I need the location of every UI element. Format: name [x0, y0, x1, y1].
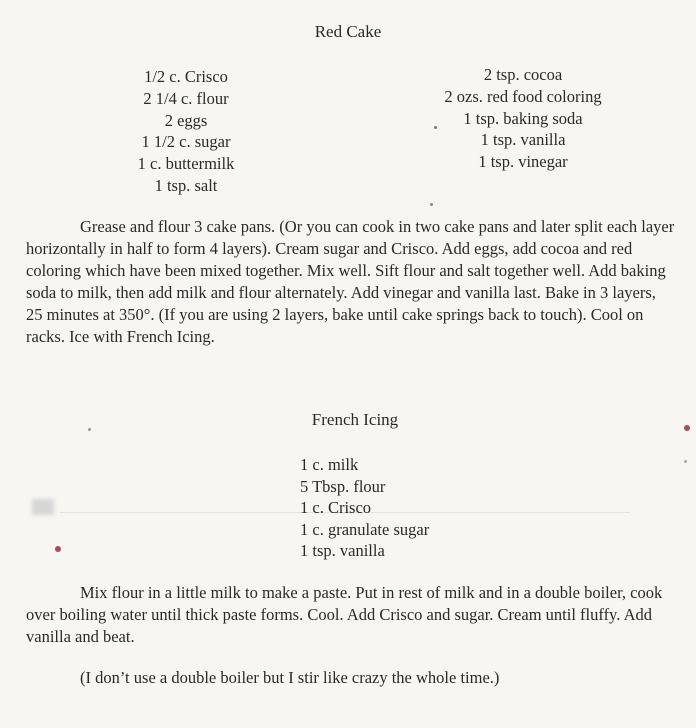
cake-directions: Grease and flour 3 cake pans. (Or you can cook in two cake pans and later split each layer horizontally in half to form 4 layers). Cream sugar and Crisco. Add eggs, add cocoa and red coloring which have been mixed together. Mix well. Sift flour and salt together well. Add baking soda to milk, then add milk and flour alternately. Add vinegar and vanilla last. Bake in 3 layers, 25 minutes at 350°. (If you are using 2 layers, bake until cake springs back to touch). Cool on racks. Ice with French Icing. [26, 217, 675, 346]
recipe-title: Red Cake [314, 22, 382, 41]
icing-ingredients [300, 454, 500, 562]
ingredient-item: 1/2 c. Crisco [144, 67, 228, 86]
icing-directions: Mix flour in a little milk to make a paste. Put in rest of milk and in a double boiler, cook over boiling water until thick paste forms. Cool. Add Crisco and sugar. Cream until fluffy. Add vanilla and beat. [26, 583, 663, 646]
ingredient-item: 2 tsp. cocoa [483, 65, 563, 84]
ingredient-item: 1 tsp. salt [154, 175, 218, 195]
scan-speck [434, 126, 437, 129]
ingredient-item: 1 c. granulate sugar [300, 519, 430, 539]
ingredients-left-column [100, 66, 272, 197]
scan-smudge [32, 499, 54, 515]
ingredient-item: 2 eggs [164, 110, 208, 130]
icing-title: French Icing [311, 410, 399, 429]
ingredient-item: 1 c. Crisco [300, 498, 372, 518]
scan-speck [684, 460, 687, 463]
icing-note: (I don’t use a double boiler but I stir like crazy the whole time.) [80, 668, 500, 687]
scan-speck [88, 428, 91, 431]
scan-speck [430, 203, 433, 206]
ingredient-item: 2 ozs. red food coloring [444, 86, 602, 106]
scan-fold-line [60, 512, 630, 513]
scan-speck [684, 425, 690, 431]
ingredient-item: 1 tsp. vinegar [478, 152, 568, 172]
ingredient-item: 1 tsp. baking soda [463, 108, 583, 128]
ingredients-right-column [418, 64, 628, 173]
scan-speck [55, 546, 61, 552]
ingredient-item: 1 tsp. vanilla [300, 541, 385, 561]
ingredient-item: 2 1/4 c. flour [143, 88, 229, 108]
ingredient-item: 5 Tbsp. flour [300, 476, 386, 496]
ingredient-item: 1 c. milk [300, 455, 359, 474]
ingredient-item: 1 c. buttermilk [137, 154, 235, 174]
ingredient-item: 1 tsp. vanilla [480, 130, 566, 150]
ingredient-item: 1 1/2 c. sugar [141, 132, 231, 152]
